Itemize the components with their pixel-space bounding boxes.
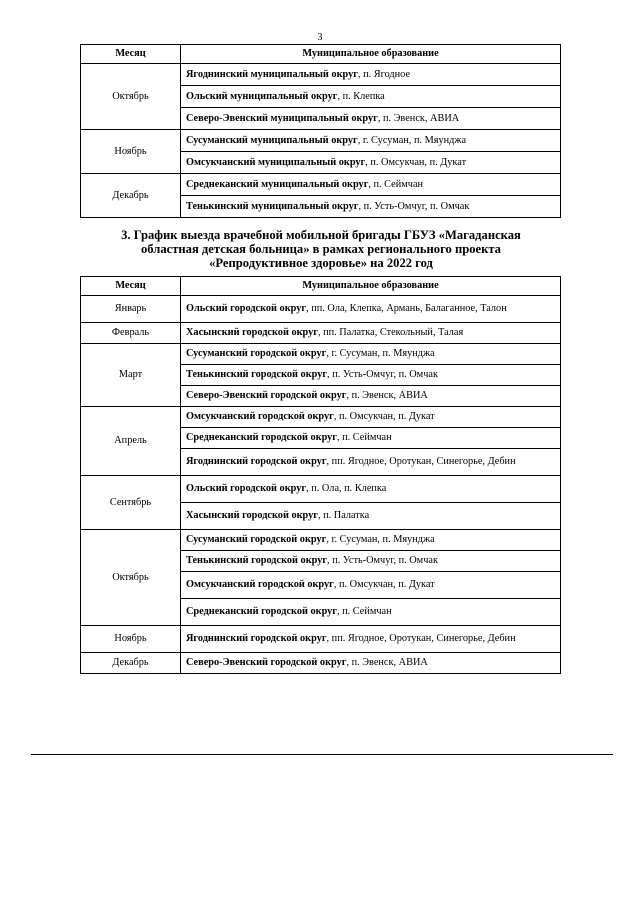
municipality-cell	[181, 476, 561, 503]
municipality-name: Северо-Эвенский городской округ	[186, 390, 347, 402]
municipality-cell	[181, 599, 561, 626]
municipality-name: Ольский городской округ	[186, 483, 307, 495]
municipality-name: Ольский муниципальный округ	[186, 90, 338, 102]
municipality-name: Северо-Эвенский городской округ	[186, 657, 347, 669]
settlements: , п. Сеймчан	[368, 178, 424, 190]
municipality-name: Омсукчанский муниципальный округ	[186, 156, 366, 168]
municipality-name: Хасынский городской округ	[186, 510, 318, 522]
municipality-cell	[181, 344, 561, 365]
municipality-name: Среднеканский городской округ	[186, 432, 337, 444]
header-month: Месяц	[81, 45, 181, 64]
schedule-table-2	[80, 276, 561, 674]
municipality-name: Омсукчанский городской округ	[186, 411, 334, 423]
municipality-cell	[181, 130, 561, 152]
municipality-cell	[181, 386, 561, 407]
settlements: , г. Сусуман, п. Мяунджа	[326, 348, 435, 360]
settlements: , пп. Ягодное, Оротукан, Синегорье, Дебин	[326, 456, 516, 468]
municipality-cell	[181, 365, 561, 386]
table-row	[81, 323, 561, 344]
municipality-name: Ольский городской округ	[186, 303, 307, 315]
municipality-cell	[181, 572, 561, 599]
settlements: , г. Сусуман, п. Мяунджа	[357, 134, 467, 146]
table-header-row	[81, 277, 561, 296]
month-cell: Декабрь	[81, 174, 181, 218]
schedule-table-1	[80, 44, 561, 218]
month-cell: Январь	[81, 296, 181, 323]
municipality-name: Среднеканский муниципальный округ	[186, 178, 369, 190]
municipality-cell	[181, 64, 561, 86]
municipality-cell	[181, 108, 561, 130]
settlements: , п. Омсукчан, п. Дукат	[365, 156, 467, 168]
settlements: , пп. Ола, Клепка, Армань, Балаганное, Талон	[306, 303, 507, 315]
table-row	[81, 653, 561, 674]
table-row	[81, 476, 561, 503]
table-row	[81, 130, 561, 152]
header-municipality: Муниципальное образование	[181, 45, 561, 64]
header-municipality: Муниципальное образование	[181, 277, 561, 296]
month-cell: Февраль	[81, 323, 181, 344]
settlements: , п. Палатка	[317, 510, 370, 522]
municipality-cell	[181, 407, 561, 428]
heading-line: 3. График выезда врачебной мобильной бригады ГБУЗ «Магаданская	[121, 228, 521, 242]
table-row	[81, 296, 561, 323]
settlements: , пп. Ягодное, Оротукан, Синегорье, Дебин	[326, 633, 516, 645]
municipality-name: Тенькинский городской округ	[186, 555, 328, 567]
municipality-name: Северо-Эвенский муниципальный округ	[186, 112, 378, 124]
table-row	[81, 530, 561, 551]
municipality-cell	[181, 196, 561, 218]
month-cell: Апрель	[81, 407, 181, 476]
section-heading	[86, 228, 556, 270]
page-number: 3	[317, 32, 323, 43]
footer-divider	[31, 754, 613, 755]
municipality-cell	[181, 296, 561, 323]
municipality-name: Ягоднинский муниципальный округ	[186, 68, 358, 80]
month-cell: Октябрь	[81, 64, 181, 130]
municipality-cell	[181, 428, 561, 449]
settlements: , пп. Палатка, Стекольный, Талая	[317, 327, 464, 339]
municipality-cell	[181, 626, 561, 653]
municipality-cell	[181, 323, 561, 344]
settlements: , п. Эвенск, АВИА	[377, 112, 460, 124]
settlements: , п. Сеймчан	[336, 606, 392, 618]
settlements: , г. Сусуман, п. Мяунджа	[326, 534, 435, 546]
municipality-cell	[181, 86, 561, 108]
month-cell: Сентябрь	[81, 476, 181, 530]
municipality-cell	[181, 503, 561, 530]
municipality-name: Тенькинский городской округ	[186, 369, 328, 381]
municipality-cell	[181, 174, 561, 196]
table-row	[81, 344, 561, 365]
municipality-name: Сусуманский городской округ	[186, 348, 327, 360]
municipality-name: Ягоднинский городской округ	[186, 456, 327, 468]
municipality-cell	[181, 653, 561, 674]
settlements: , п. Сеймчан	[336, 432, 392, 444]
table-header-row	[81, 45, 561, 64]
municipality-name: Ягоднинский городской округ	[186, 633, 327, 645]
settlements: , п. Эвенск, АВИА	[346, 657, 428, 669]
header-month: Месяц	[81, 277, 181, 296]
month-cell: Октябрь	[81, 530, 181, 626]
month-cell: Март	[81, 344, 181, 407]
settlements: , п. Усть-Омчуг, п. Омчак	[327, 555, 438, 567]
heading-line: «Репродуктивное здоровье» на 2022 год	[209, 256, 433, 270]
settlements: , п. Усть-Омчуг, п. Омчак	[327, 369, 438, 381]
municipality-name: Омсукчанский городской округ	[186, 579, 334, 591]
settlements: , п. Ягодное	[357, 68, 411, 80]
table-row	[81, 407, 561, 428]
settlements: , п. Клепка	[337, 90, 385, 102]
municipality-cell	[181, 449, 561, 476]
heading-line: областная детская больница» в рамках регионального проекта	[141, 242, 501, 256]
municipality-name: Среднеканский городской округ	[186, 606, 337, 618]
municipality-cell	[181, 551, 561, 572]
municipality-name: Сусуманский городской округ	[186, 534, 327, 546]
settlements: , п. Ола, п. Клепка	[306, 483, 387, 495]
municipality-name: Сусуманский муниципальный округ	[186, 134, 358, 146]
settlements: , п. Эвенск, АВИА	[346, 390, 428, 402]
settlements: , п. Омсукчан, п. Дукат	[333, 411, 435, 423]
settlements: , п. Усть-Омчуг, п. Омчак	[358, 200, 470, 212]
table-row	[81, 64, 561, 86]
municipality-cell	[181, 152, 561, 174]
month-cell: Ноябрь	[81, 626, 181, 653]
table-row	[81, 626, 561, 653]
municipality-cell	[181, 530, 561, 551]
municipality-name: Хасынский городской округ	[186, 327, 318, 339]
municipality-name: Тенькинский муниципальный округ	[186, 200, 359, 212]
settlements: , п. Омсукчан, п. Дукат	[333, 579, 435, 591]
month-cell: Декабрь	[81, 653, 181, 674]
table-row	[81, 174, 561, 196]
month-cell: Ноябрь	[81, 130, 181, 174]
